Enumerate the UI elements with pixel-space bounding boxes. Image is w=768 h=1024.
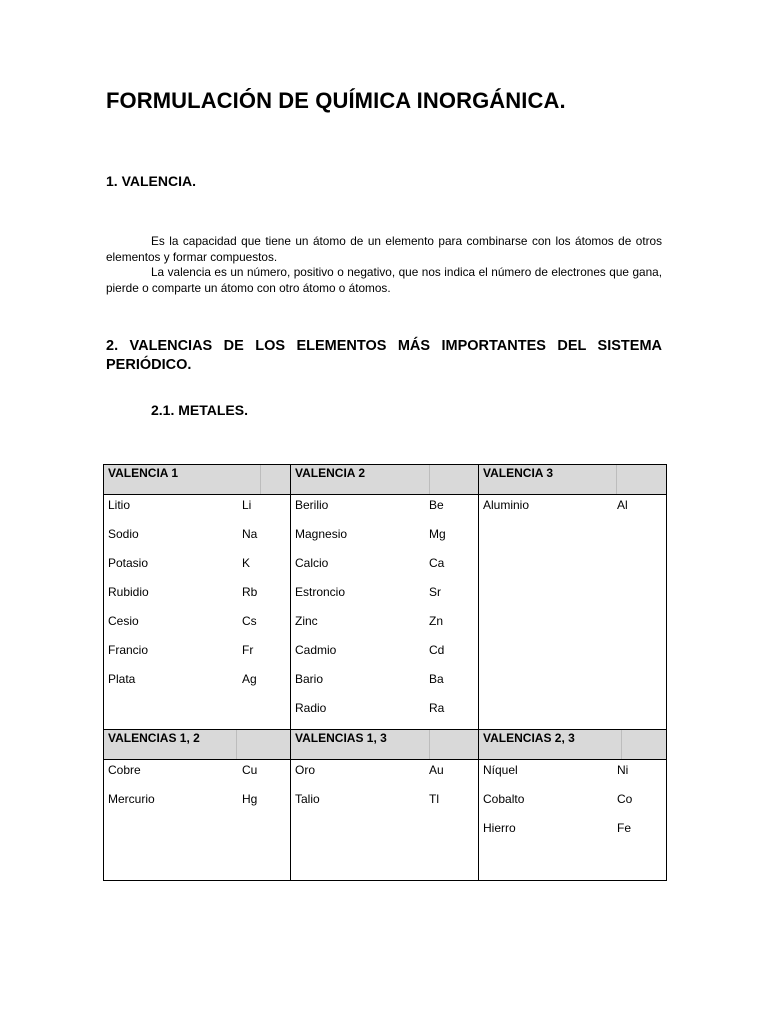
element-symbol: Na bbox=[242, 527, 258, 541]
element-name: Aluminio bbox=[483, 498, 530, 512]
element-row bbox=[104, 762, 290, 791]
element-name: Litio bbox=[108, 498, 131, 512]
element-symbol: Sr bbox=[429, 585, 441, 599]
element-cell bbox=[104, 495, 291, 730]
element-row bbox=[479, 820, 666, 849]
element-symbol: Mg bbox=[429, 527, 446, 541]
element-symbol: Fe bbox=[617, 821, 632, 835]
header-cell bbox=[291, 730, 479, 760]
element-cell bbox=[104, 760, 291, 881]
element-row bbox=[104, 671, 290, 700]
table-header-row bbox=[104, 465, 667, 495]
header-cell bbox=[291, 465, 479, 495]
element-symbol: Ni bbox=[617, 763, 629, 777]
header-label: VALENCIA 2 bbox=[295, 466, 366, 480]
section-2-heading: 2. VALENCIAS DE LOS ELEMENTOS MÁS IMPORTANTES DEL SISTEMA PERIÓDICO. bbox=[106, 338, 662, 373]
element-row bbox=[104, 555, 290, 584]
header-divider bbox=[429, 730, 430, 759]
header-divider bbox=[429, 465, 430, 494]
element-symbol: Hg bbox=[242, 792, 258, 806]
element-symbol: K bbox=[242, 556, 251, 570]
header-divider bbox=[616, 465, 617, 494]
element-symbol: Tl bbox=[429, 792, 439, 806]
element-symbol: Ca bbox=[429, 556, 445, 570]
element-name: Sodio bbox=[108, 527, 139, 541]
element-row bbox=[479, 791, 666, 820]
header-cell bbox=[479, 465, 667, 495]
document-title: FORMULACIÓN DE QUÍMICA INORGÁNICA. bbox=[106, 88, 566, 113]
element-row bbox=[104, 791, 290, 820]
element-name: Plata bbox=[108, 672, 136, 686]
element-list bbox=[291, 495, 478, 729]
element-symbol: Ra bbox=[429, 701, 445, 715]
element-row bbox=[104, 613, 290, 642]
header-divider bbox=[236, 730, 237, 759]
element-name: Talio bbox=[295, 792, 320, 806]
element-name: Oro bbox=[295, 763, 316, 777]
element-name: Estroncio bbox=[295, 585, 346, 599]
element-symbol: Au bbox=[429, 763, 444, 777]
header-cell bbox=[104, 465, 291, 495]
element-row bbox=[291, 791, 478, 820]
element-name: Cadmio bbox=[295, 643, 337, 657]
element-row bbox=[104, 497, 290, 526]
element-name: Mercurio bbox=[108, 792, 155, 806]
element-row bbox=[291, 584, 478, 613]
element-cell bbox=[479, 495, 667, 730]
element-symbol: Ba bbox=[429, 672, 444, 686]
table-body-row bbox=[104, 495, 667, 730]
element-symbol: Cu bbox=[242, 763, 258, 777]
element-name: Francio bbox=[108, 643, 149, 657]
element-row bbox=[479, 762, 666, 791]
paragraph-1: Es la capacidad que tiene un átomo de un elemento para combinarse con los átomos de otros elementos y formar compuestos. bbox=[106, 234, 662, 264]
element-symbol: Li bbox=[242, 498, 252, 512]
element-name: Potasio bbox=[108, 556, 149, 570]
element-row bbox=[291, 642, 478, 671]
element-cell bbox=[291, 495, 479, 730]
element-symbol: Zn bbox=[429, 614, 444, 628]
header-label: VALENCIAS 2, 3 bbox=[483, 731, 575, 745]
element-symbol: Al bbox=[617, 498, 628, 512]
table-header-row bbox=[104, 730, 667, 760]
element-list bbox=[479, 495, 666, 526]
header-label: VALENCIAS 1, 3 bbox=[295, 731, 387, 745]
element-row bbox=[104, 642, 290, 671]
paragraph-2: La valencia es un número, positivo o negativo, que nos indica el número de electrones que gana, pierde o comparte un átomo con otro átomo o átomos. bbox=[106, 265, 662, 295]
header-label: VALENCIAS 1, 2 bbox=[108, 731, 200, 745]
element-name: Radio bbox=[295, 701, 327, 715]
header-cell bbox=[479, 730, 667, 760]
element-row bbox=[104, 526, 290, 555]
element-row bbox=[291, 526, 478, 555]
element-symbol: Cs bbox=[242, 614, 257, 628]
element-row bbox=[291, 671, 478, 700]
header-cell bbox=[104, 730, 291, 760]
element-name: Rubidio bbox=[108, 585, 149, 599]
header-label: VALENCIA 3 bbox=[483, 466, 554, 480]
element-list bbox=[104, 495, 290, 700]
element-symbol: Cd bbox=[429, 643, 445, 657]
element-list bbox=[104, 760, 290, 820]
element-name: Hierro bbox=[483, 821, 516, 835]
element-name: Níquel bbox=[483, 763, 518, 777]
element-name: Zinc bbox=[295, 614, 318, 628]
header-label: VALENCIA 1 bbox=[108, 466, 179, 480]
element-name: Magnesio bbox=[295, 527, 348, 541]
element-symbol: Fr bbox=[242, 643, 254, 657]
element-row bbox=[104, 584, 290, 613]
table-body-row bbox=[104, 760, 667, 881]
element-symbol: Ag bbox=[242, 672, 257, 686]
element-symbol: Rb bbox=[242, 585, 258, 599]
element-cell bbox=[479, 760, 667, 881]
element-row bbox=[291, 497, 478, 526]
element-name: Calcio bbox=[295, 556, 329, 570]
header-divider bbox=[260, 465, 261, 494]
section-1-heading: 1. VALENCIA. bbox=[106, 173, 196, 189]
element-name: Cobre bbox=[108, 763, 141, 777]
element-name: Bario bbox=[295, 672, 324, 686]
element-row bbox=[291, 555, 478, 584]
element-row bbox=[291, 613, 478, 642]
element-list bbox=[479, 760, 666, 849]
element-name: Cesio bbox=[108, 614, 139, 628]
element-cell bbox=[291, 760, 479, 881]
section-2-1-subheading: 2.1. METALES. bbox=[151, 402, 248, 418]
element-row bbox=[291, 700, 478, 729]
valence-table bbox=[103, 464, 667, 881]
header-divider bbox=[621, 730, 622, 759]
element-name: Cobalto bbox=[483, 792, 525, 806]
element-name: Berilio bbox=[295, 498, 329, 512]
element-row bbox=[479, 497, 666, 526]
section-1-body bbox=[106, 234, 662, 296]
element-symbol: Be bbox=[429, 498, 444, 512]
element-list bbox=[291, 760, 478, 820]
element-symbol: Co bbox=[617, 792, 633, 806]
element-row bbox=[291, 762, 478, 791]
